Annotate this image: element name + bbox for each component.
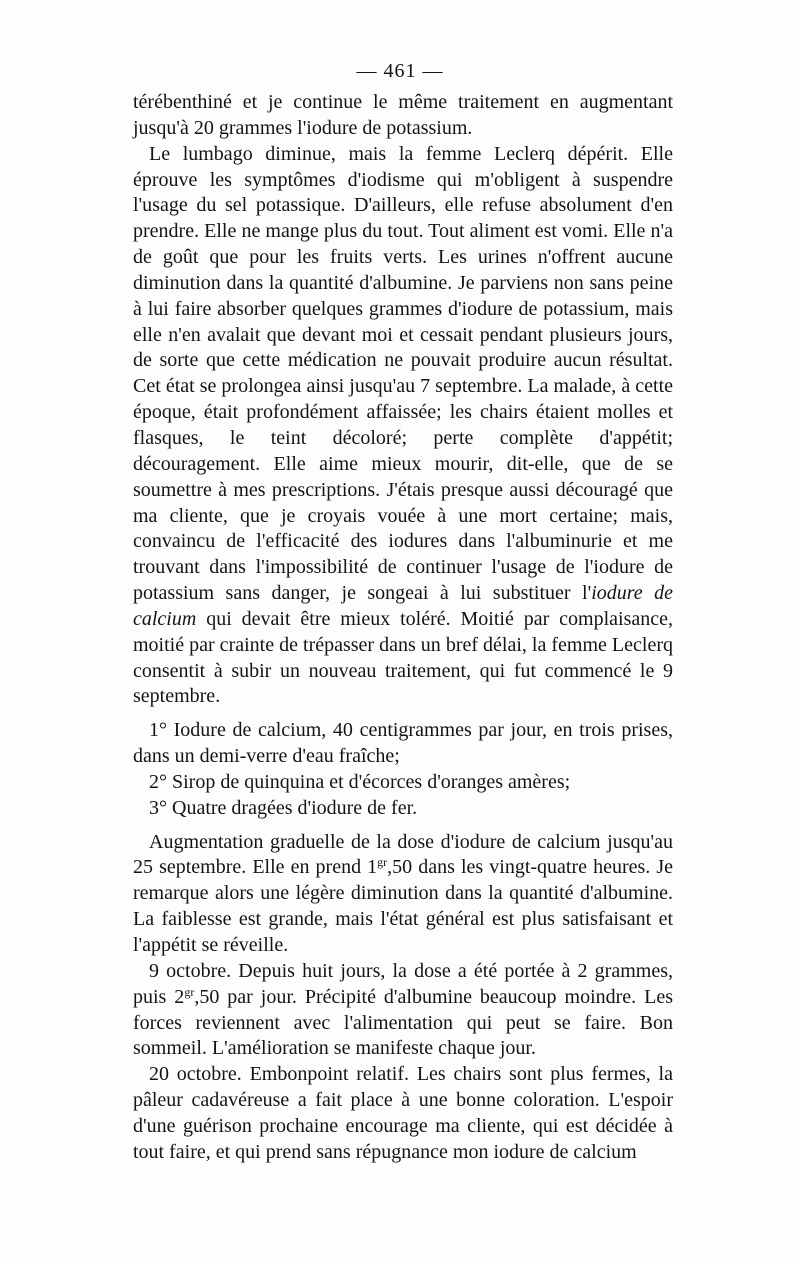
paragraph-augmentation-text: Augmentation graduelle de la dose d'iodure de calcium jusqu'au 25 septembre. Elle en prend 1 bbox=[133, 830, 673, 879]
grams-superscript: gr bbox=[377, 855, 388, 870]
paragraph-9-octobre-end: ,50 par jour. Précipité d'albumine beaucoup moindre. Les forces reviennent avec l'alimentation qui peut se faire. Bon sommeil. L'amélioration se manifeste chaque jour. bbox=[133, 985, 673, 1060]
paragraph-augmentation bbox=[133, 830, 673, 959]
list-item: 1° Iodure de calcium, 40 centigrammes par jour, en trois prises, dans un demi-verre d'eau fraîche; bbox=[133, 719, 673, 768]
paragraph-augmentation-end: ,50 dans les vingt-quatre heures. Je remarque alors une légère diminution dans la quantité d'albumine. La faiblesse est grande, mais l'état général est plus satisfaisant et l'appétit se réveille. bbox=[133, 856, 674, 956]
paragraph-lumbago bbox=[133, 142, 673, 711]
paragraph-continuation: térébenthiné et je continue le même traitement en augmentant jusqu'à 20 grammes l'iodure de potassium. bbox=[133, 91, 673, 139]
page-text bbox=[133, 90, 673, 1166]
paragraph-9-octobre bbox=[133, 959, 673, 1062]
list-item: 2° Sirop de quinquina et d'écorces d'oranges amères; bbox=[149, 770, 571, 793]
paragraph-lumbago-text: Le lumbago diminue, mais la femme Leclerq dépérit. Elle éprouve les symptômes d'iodisme qui m'obligent à suspendre l'usage du sel potassique. D'ailleurs, elle refuse absolument d'en prendre. Elle ne mange plus du tout. Tout aliment est vomi. Elle n'a de goût que pour les fruits verts. Les urines n'offrent aucune diminution dans la quantité d'albumine. Je parviens non sans peine à lui faire absorber quelques grammes d'iodure de potassium, mais elle n'en avalait que devant moi et cessait pendant plusieurs jours, de sorte que cette médication ne pouvait produire aucun résultat. Cet état se prolongea ainsi jusqu'au 7 septembre. La malade, à cette époque, était profondément affaissée; les chairs étaient molles et flasques, le teint décoloré; perte complète d'appétit; découragement. Elle aime mieux mourir, dit-elle, que de se soumettre à mes prescriptions. J'étais presque aussi découragé que ma cliente, que je croyais vouée à une mort certaine; mais, convaincu de l'efficacité des iodures dans l'albuminurie et me trouvant dans l'impossibilité de continuer l'usage de l'iodure de potassium sans danger, je songeai à lui substituer l' bbox=[133, 142, 673, 605]
page-number: — 461 — bbox=[356, 60, 444, 82]
grams-superscript: gr bbox=[184, 984, 195, 999]
paragraph-9-octobre-text: 9 octobre. Depuis huit jours, la dose a été portée à 2 grammes, puis 2 bbox=[133, 959, 673, 1008]
list-item: 3° Quatre dragées d'iodure de fer. bbox=[149, 796, 418, 819]
paragraph-20-octobre: 20 octobre. Embonpoint relatif. Les chairs sont plus fermes, la pâleur cadavéreuse a fait place à une bonne coloration. L'espoir d'une guérison prochaine encourage ma cliente, qui est décidée à tout faire, et qui prend sans répugnance mon iodure de calcium bbox=[133, 1063, 673, 1163]
iodure-de-calcium-emphasis: iodure de calcium bbox=[133, 582, 674, 630]
paragraph-lumbago-end: qui devait être mieux toléré. Moitié par complaisance, moitié par crainte de trépasser dans un bref délai, la femme Leclerq consentit à subir un nouveau traitement, qui fut commencé le 9 septembre. bbox=[133, 607, 673, 708]
